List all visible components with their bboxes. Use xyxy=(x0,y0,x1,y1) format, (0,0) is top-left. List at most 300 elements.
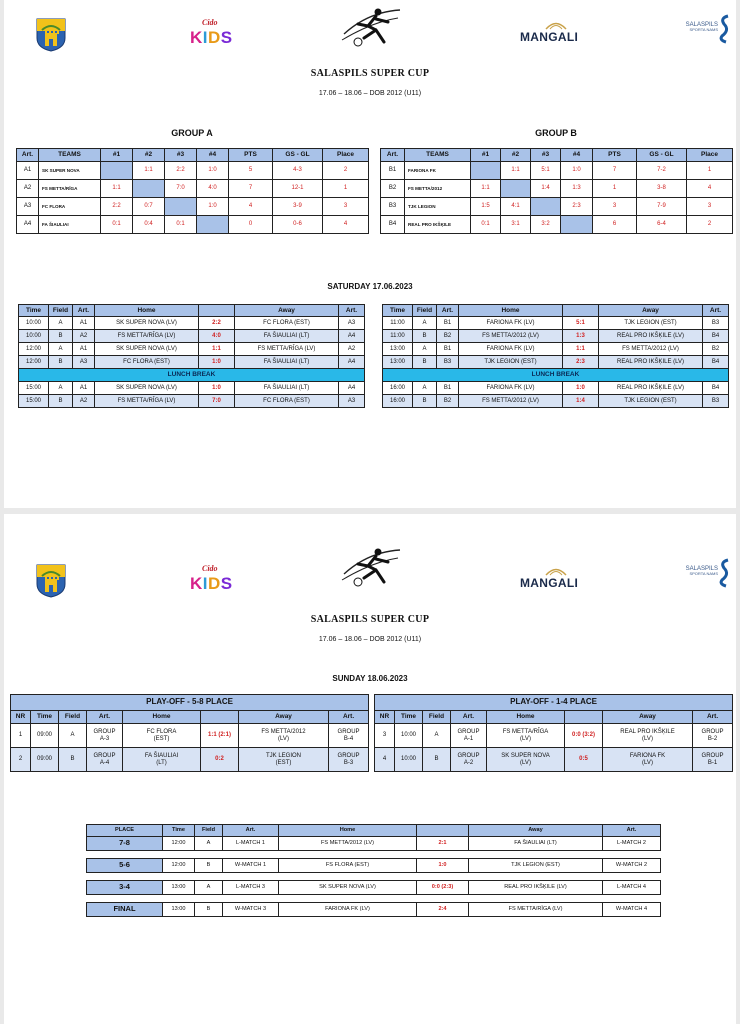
page-subtitle: 17.06 – 18.06 – DOB 2012 (U11) xyxy=(318,90,422,97)
art-cell: A4 xyxy=(339,330,365,343)
header-art: Art. xyxy=(693,711,733,724)
result-cell: 3:2 xyxy=(531,216,561,234)
salaspils-wordmark: SALASPILS SPORTA NAMS xyxy=(685,566,718,577)
art-cell: A2 xyxy=(73,395,95,408)
team-cell: FA ŠIAULIAI xyxy=(39,216,101,234)
away-cell: FC FLORA (EST) xyxy=(235,317,339,330)
header-art: Art. xyxy=(87,711,123,724)
away-cell: FA ŠIAULIAI (LT) xyxy=(235,382,339,395)
playoff-5-8-table xyxy=(10,694,369,772)
home-cell: FS METTA/2012 (LV) xyxy=(279,837,417,851)
place-cell: 1 xyxy=(323,180,369,198)
header-2: #2 xyxy=(133,149,165,162)
cido-wordmark: Cido xyxy=(202,18,218,27)
nr-cell: 3 xyxy=(375,724,395,748)
gs-gl-cell: 3-9 xyxy=(273,198,323,216)
place-cell: 2 xyxy=(323,162,369,180)
field-cell: B xyxy=(49,356,73,369)
home-cell: SK SUPER NOVA (LV) xyxy=(95,382,199,395)
schedule-page-1 xyxy=(4,0,736,508)
header-home: Home xyxy=(487,711,565,724)
home-cell: FARIONA FK (LV) xyxy=(459,343,563,356)
gs-gl-cell: 6-4 xyxy=(637,216,687,234)
art-cell: A1 xyxy=(73,343,95,356)
score-cell: 2:2 xyxy=(199,317,235,330)
result-cell: 2:3 xyxy=(561,198,593,216)
art-cell: W-MATCH 4 xyxy=(603,903,661,917)
team-cell: REAL PRO IKŠĶILE xyxy=(405,216,471,234)
art-cell: B2 xyxy=(437,395,459,408)
score-cell: 1:0 xyxy=(199,382,235,395)
away-cell: FS METTA/2012 (LV) xyxy=(599,343,703,356)
home-cell: SK SUPER NOVA (LV) xyxy=(279,881,417,895)
result-cell: 3:1 xyxy=(501,216,531,234)
field-cell: B xyxy=(59,748,87,772)
salaspils-sporta-nams-logo xyxy=(676,558,732,592)
self-cell xyxy=(501,180,531,198)
team-cell: FC FLORA xyxy=(39,198,101,216)
field-cell: A xyxy=(49,343,73,356)
header-art: Art. xyxy=(329,711,369,724)
art-cell: B2 xyxy=(381,180,405,198)
result-cell: 4:1 xyxy=(501,198,531,216)
field-cell: A xyxy=(49,382,73,395)
time-cell: 10:00 xyxy=(19,330,49,343)
table-row xyxy=(11,724,369,748)
art-cell: B3 xyxy=(703,317,729,330)
home-cell: FS METTA/RĪGA (LV) xyxy=(487,724,565,748)
table-row xyxy=(383,343,729,356)
header-teams: TEAMS xyxy=(39,149,101,162)
result-cell: 2:2 xyxy=(165,162,197,180)
art-cell: B4 xyxy=(703,330,729,343)
mangali-logo xyxy=(520,20,592,46)
art-cell: A2 xyxy=(17,180,39,198)
result-cell: 1:3 xyxy=(561,180,593,198)
spacer-cell xyxy=(87,895,661,903)
result-cell: 1:1 xyxy=(471,180,501,198)
place-cell: 3-4 xyxy=(87,881,163,895)
self-cell xyxy=(531,198,561,216)
place-cell: 5-6 xyxy=(87,859,163,873)
header-4: #4 xyxy=(197,149,229,162)
page-title: SALASPILS SUPER CUP xyxy=(310,68,430,79)
result-cell: 0:7 xyxy=(133,198,165,216)
header-row xyxy=(11,711,369,724)
saturday-group-a-schedule xyxy=(18,304,365,408)
field-cell: A xyxy=(423,724,451,748)
footballer-emblem-logo xyxy=(338,544,404,590)
table-row xyxy=(381,162,733,180)
header-time: Time xyxy=(395,711,423,724)
table-row xyxy=(19,317,365,330)
gs-gl-cell: 3-8 xyxy=(637,180,687,198)
header-art: Art. xyxy=(451,711,487,724)
header-score xyxy=(565,711,603,724)
table-row xyxy=(19,330,365,343)
score-cell: 1:0 xyxy=(563,382,599,395)
table-row xyxy=(383,356,729,369)
page-title: SALASPILS SUPER CUP xyxy=(310,614,430,625)
spacer-cell xyxy=(87,851,661,859)
field-cell: A xyxy=(59,724,87,748)
lunch-break-row xyxy=(383,369,729,382)
score-cell: 0:2 xyxy=(201,748,239,772)
away-cell: FS METTA/RĪGA (LV) xyxy=(469,903,603,917)
spacer-row xyxy=(87,895,661,903)
place-cell: 3 xyxy=(687,198,733,216)
art-cell: W-MATCH 2 xyxy=(603,859,661,873)
place-cell: 4 xyxy=(687,180,733,198)
time-cell: 12:00 xyxy=(163,859,195,873)
score-cell: 0:5 xyxy=(565,748,603,772)
place-cell: 4 xyxy=(323,216,369,234)
art-cell: A2 xyxy=(73,330,95,343)
team-cell: FS METTA/2012 xyxy=(405,180,471,198)
table-row xyxy=(383,395,729,408)
art-cell: A2 xyxy=(339,343,365,356)
table-row xyxy=(381,198,733,216)
spacer-row xyxy=(87,851,661,859)
table-row xyxy=(17,180,369,198)
header-art: Art. xyxy=(381,149,405,162)
placement-matches-table xyxy=(86,824,661,917)
art-cell: B3 xyxy=(381,198,405,216)
home-cell: FS METTA/RĪGA (LV) xyxy=(95,395,199,408)
away-cell: REAL PRO IKŠĶILE (LV) xyxy=(599,330,703,343)
table-row xyxy=(87,903,661,917)
home-cell: SK SUPER NOVA (LV) xyxy=(487,748,565,772)
away-cell: FS METTA/RĪGA (LV) xyxy=(235,343,339,356)
place-cell: 1 xyxy=(687,162,733,180)
header-away: Away xyxy=(603,711,693,724)
result-cell: 5:1 xyxy=(531,162,561,180)
header-3: #3 xyxy=(531,149,561,162)
away-cell: FC FLORA (EST) xyxy=(235,395,339,408)
self-cell xyxy=(165,198,197,216)
nr-cell: 2 xyxy=(11,748,31,772)
home-cell: FARIONA FK (LV) xyxy=(459,317,563,330)
result-cell: 1:1 xyxy=(101,180,133,198)
table-row xyxy=(19,382,365,395)
result-cell: 0:4 xyxy=(133,216,165,234)
time-cell: 13:00 xyxy=(383,343,413,356)
art-cell: GROUP A-4 xyxy=(87,748,123,772)
art-cell: B3 xyxy=(437,356,459,369)
saturday-group-b-schedule xyxy=(382,304,729,408)
header-pts: PTS xyxy=(229,149,273,162)
score-cell: 1:3 xyxy=(563,330,599,343)
time-cell: 11:00 xyxy=(383,317,413,330)
header-pts: PTS xyxy=(593,149,637,162)
art-cell: L-MATCH 4 xyxy=(603,881,661,895)
art-cell: GROUP B-1 xyxy=(693,748,733,772)
header-score xyxy=(201,711,239,724)
field-cell: B xyxy=(195,903,223,917)
art-cell: B4 xyxy=(703,356,729,369)
header-score xyxy=(417,825,469,837)
art-cell: A3 xyxy=(17,198,39,216)
away-cell: FA ŠIAULIAI (LT) xyxy=(235,356,339,369)
art-cell: A3 xyxy=(339,317,365,330)
header-place: Place xyxy=(687,149,733,162)
group-a-title: GROUP A xyxy=(171,128,213,138)
result-cell: 1:4 xyxy=(531,180,561,198)
art-cell: B2 xyxy=(437,330,459,343)
saturday-heading: SATURDAY 17.06.2023 xyxy=(327,282,413,291)
header-field: Field xyxy=(49,305,73,317)
header-art: Art. xyxy=(437,305,459,317)
result-cell: 1:0 xyxy=(197,198,229,216)
time-cell: 13:00 xyxy=(383,356,413,369)
art-cell: B1 xyxy=(437,382,459,395)
cido-wordmark: Cido xyxy=(202,564,218,573)
field-cell: B xyxy=(195,859,223,873)
field-cell: A xyxy=(195,837,223,851)
field-cell: B xyxy=(413,395,437,408)
pts-cell: 6 xyxy=(593,216,637,234)
pts-cell: 7 xyxy=(593,162,637,180)
header-home: Home xyxy=(123,711,201,724)
header-art: Art. xyxy=(17,149,39,162)
art-cell: A4 xyxy=(339,356,365,369)
result-cell: 1:0 xyxy=(197,162,229,180)
header-score xyxy=(563,305,599,317)
table-row xyxy=(87,859,661,873)
art-cell: A3 xyxy=(339,395,365,408)
header-field: Field xyxy=(423,711,451,724)
table-row xyxy=(11,748,369,772)
time-cell: 10:00 xyxy=(19,317,49,330)
header-art: Art. xyxy=(339,305,365,317)
time-cell: 12:00 xyxy=(163,837,195,851)
header-nr: NR xyxy=(375,711,395,724)
group-b-title: GROUP B xyxy=(535,128,577,138)
home-cell: SK SUPER NOVA (LV) xyxy=(95,343,199,356)
lunch-break-row xyxy=(19,369,365,382)
header-1: #1 xyxy=(471,149,501,162)
art-cell: GROUP A-3 xyxy=(87,724,123,748)
score-cell: 1:1 xyxy=(563,343,599,356)
kids-wordmark: KIDS xyxy=(190,574,233,593)
gs-gl-cell: 7-2 xyxy=(637,162,687,180)
art-cell: B4 xyxy=(381,216,405,234)
home-cell: FC FLORA (EST) xyxy=(95,356,199,369)
gs-gl-cell: 4-3 xyxy=(273,162,323,180)
nr-cell: 4 xyxy=(375,748,395,772)
home-cell: FC FLORA (EST) xyxy=(123,724,201,748)
playoff-5-8-caption-row xyxy=(11,695,369,711)
result-cell: 7:0 xyxy=(165,180,197,198)
header-art: Art. xyxy=(703,305,729,317)
header-gs-gl: GS - GL xyxy=(637,149,687,162)
away-cell: TJK LEGION (EST) xyxy=(599,395,703,408)
away-cell: FARIONA FK (LV) xyxy=(603,748,693,772)
art-cell: A3 xyxy=(73,356,95,369)
nr-cell: 1 xyxy=(11,724,31,748)
score-cell: 2:4 xyxy=(417,903,469,917)
table-row xyxy=(17,198,369,216)
group-b-table xyxy=(380,148,733,234)
result-cell: 4:0 xyxy=(197,180,229,198)
salaspils-coat-of-arms-logo xyxy=(36,18,66,52)
header-teams: TEAMS xyxy=(405,149,471,162)
pts-cell: 4 xyxy=(229,198,273,216)
header-4: #4 xyxy=(561,149,593,162)
away-cell: TJK LEGION (EST) xyxy=(469,859,603,873)
field-cell: B xyxy=(423,748,451,772)
cido-kids-logo xyxy=(190,18,250,52)
playoff-5-8-title: PLAY-OFF - 5-8 PLACE xyxy=(11,695,369,711)
art-cell: A1 xyxy=(73,317,95,330)
kids-wordmark: KIDS xyxy=(190,28,233,47)
art-cell: A4 xyxy=(17,216,39,234)
place-cell: FINAL xyxy=(87,903,163,917)
time-cell: 12:00 xyxy=(19,356,49,369)
header-away: Away xyxy=(239,711,329,724)
lunch-break-label: LUNCH BREAK xyxy=(383,369,729,382)
art-cell: B4 xyxy=(703,382,729,395)
salaspils-sporta-nams-logo xyxy=(676,14,732,48)
away-cell: FS METTA/2012 (LV) xyxy=(239,724,329,748)
table-row xyxy=(381,180,733,198)
time-cell: 09:00 xyxy=(31,748,59,772)
score-cell: 1:1 (2:1) xyxy=(201,724,239,748)
field-cell: B xyxy=(49,395,73,408)
time-cell: 10:00 xyxy=(395,724,423,748)
page-subtitle: 17.06 – 18.06 – DOB 2012 (U11) xyxy=(318,636,422,643)
header-gs-gl: GS - GL xyxy=(273,149,323,162)
playoff-1-4-title: PLAY-OFF - 1-4 PLACE xyxy=(375,695,733,711)
table-row xyxy=(17,216,369,234)
home-cell: FS FLORA (EST) xyxy=(279,859,417,873)
result-cell: 2:2 xyxy=(101,198,133,216)
time-cell: 16:00 xyxy=(383,382,413,395)
result-cell: 1:0 xyxy=(561,162,593,180)
header-home: Home xyxy=(459,305,563,317)
field-cell: A xyxy=(413,343,437,356)
art-cell: L-MATCH 1 xyxy=(223,837,279,851)
table-row xyxy=(383,317,729,330)
header-score xyxy=(199,305,235,317)
header-time: Time xyxy=(19,305,49,317)
field-cell: A xyxy=(413,382,437,395)
time-cell: 13:00 xyxy=(163,881,195,895)
playoff-1-4-table xyxy=(374,694,733,772)
header-art: Art. xyxy=(603,825,661,837)
place-cell: 3 xyxy=(323,198,369,216)
field-cell: B xyxy=(49,330,73,343)
art-cell: B1 xyxy=(381,162,405,180)
field-cell: A xyxy=(413,317,437,330)
art-cell: A1 xyxy=(17,162,39,180)
result-cell: 1:5 xyxy=(471,198,501,216)
field-cell: B xyxy=(413,356,437,369)
time-cell: 15:00 xyxy=(19,395,49,408)
salaspils-wordmark: SALASPILS SPORTA NAMS xyxy=(685,22,718,33)
time-cell: 10:00 xyxy=(395,748,423,772)
away-cell: REAL PRO IKŠĶILE (LV) xyxy=(469,881,603,895)
place-cell: 2 xyxy=(687,216,733,234)
group-a-table xyxy=(16,148,369,234)
table-row xyxy=(383,382,729,395)
away-cell: TJK LEGION (EST) xyxy=(239,748,329,772)
result-cell: 1:1 xyxy=(133,162,165,180)
header-nr: NR xyxy=(11,711,31,724)
header-away: Away xyxy=(599,305,703,317)
playoff-1-4-caption-row xyxy=(375,695,733,711)
table-row xyxy=(381,216,733,234)
art-cell: B1 xyxy=(437,343,459,356)
team-cell: FS METTA/RĪGA xyxy=(39,180,101,198)
lunch-break-label: LUNCH BREAK xyxy=(19,369,365,382)
result-cell: 0:1 xyxy=(101,216,133,234)
header-field: Field xyxy=(413,305,437,317)
table-row xyxy=(19,395,365,408)
home-cell: FA ŠIAULIAI (LT) xyxy=(123,748,201,772)
away-cell: FA ŠIAULIAI (LT) xyxy=(235,330,339,343)
table-row xyxy=(87,837,661,851)
table-row xyxy=(19,356,365,369)
score-cell: 4:0 xyxy=(199,330,235,343)
gs-gl-cell: 7-9 xyxy=(637,198,687,216)
time-cell: 13:00 xyxy=(163,903,195,917)
spacer-cell xyxy=(87,873,661,881)
spacer-row xyxy=(87,873,661,881)
away-cell: REAL PRO IKŠĶILE (LV) xyxy=(599,382,703,395)
table-row xyxy=(383,330,729,343)
home-cell: TJK LEGION (EST) xyxy=(459,356,563,369)
time-cell: 09:00 xyxy=(31,724,59,748)
home-cell: FARIONA FK (LV) xyxy=(459,382,563,395)
header-home: Home xyxy=(279,825,417,837)
mangali-wordmark: MANGALI xyxy=(520,30,579,44)
home-cell: FS METTA/2012 (LV) xyxy=(459,395,563,408)
score-cell: 2:3 xyxy=(563,356,599,369)
header-3: #3 xyxy=(165,149,197,162)
header-time: Time xyxy=(383,305,413,317)
pts-cell: 1 xyxy=(593,180,637,198)
home-cell: FARIONA FK (LV) xyxy=(279,903,417,917)
footballer-emblem-logo xyxy=(338,4,404,50)
self-cell xyxy=(471,162,501,180)
cido-kids-logo xyxy=(190,564,250,598)
art-cell: GROUP B-3 xyxy=(329,748,369,772)
header-row xyxy=(87,825,661,837)
self-cell xyxy=(133,180,165,198)
away-cell: REAL PRO IKŠĶILE (LV) xyxy=(599,356,703,369)
header-row xyxy=(375,711,733,724)
header-art: Art. xyxy=(223,825,279,837)
score-cell: 5:1 xyxy=(563,317,599,330)
art-cell: W-MATCH 1 xyxy=(223,859,279,873)
header-field: Field xyxy=(195,825,223,837)
home-cell: FS METTA/2012 (LV) xyxy=(459,330,563,343)
header-place: Place xyxy=(323,149,369,162)
art-cell: L-MATCH 3 xyxy=(223,881,279,895)
time-cell: 11:00 xyxy=(383,330,413,343)
score-cell: 7:0 xyxy=(199,395,235,408)
field-cell: A xyxy=(195,881,223,895)
table-row xyxy=(19,343,365,356)
pts-cell: 3 xyxy=(593,198,637,216)
field-cell: B xyxy=(413,330,437,343)
field-cell: A xyxy=(49,317,73,330)
team-cell: TJK LEGION xyxy=(405,198,471,216)
art-cell: L-MATCH 2 xyxy=(603,837,661,851)
header-art: Art. xyxy=(73,305,95,317)
salaspils-coat-of-arms-logo xyxy=(36,564,66,598)
